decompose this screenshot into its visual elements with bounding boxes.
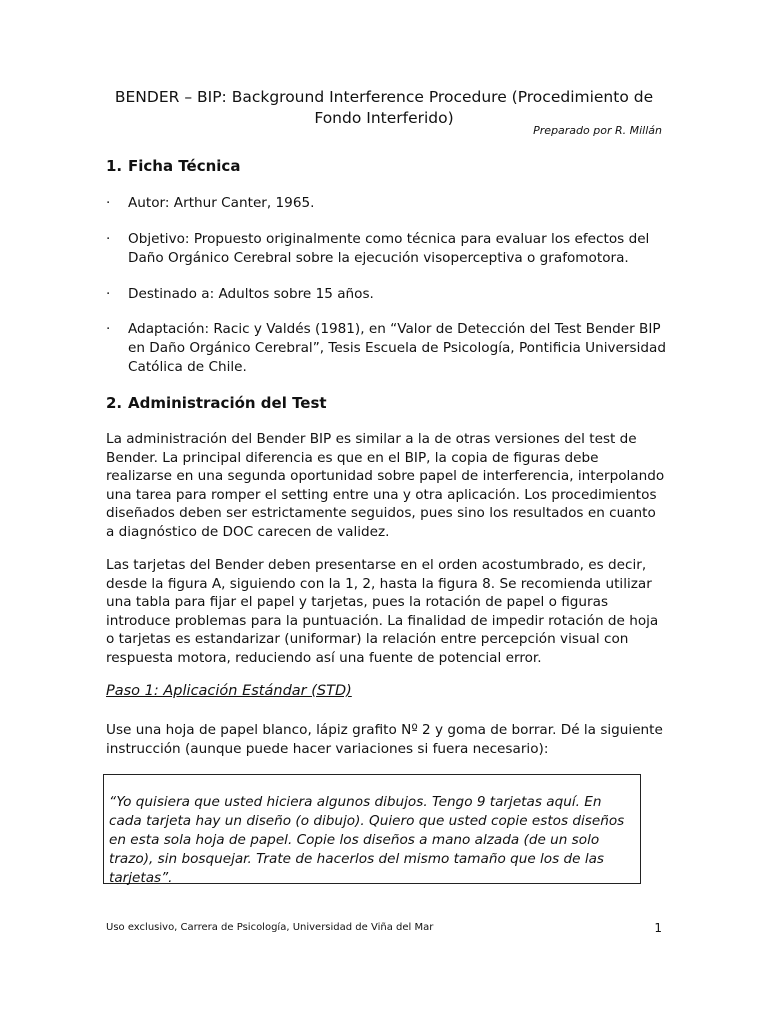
bullet-symbol: · [106, 321, 111, 337]
title-line-1: BENDER – BIP: Background Interference Procedure (Procedimiento de [114, 88, 654, 106]
bullet-text: Destinado a: Adultos sobre 15 años. [128, 286, 374, 302]
section-1-heading [106, 157, 240, 175]
step-1-title: Paso 1: Aplicación Estándar (STD) [106, 683, 352, 699]
bullet-text: Adaptación: Racic y Valdés (1981), en “Valor de Detección del Test Bender BIP en Daño Orgánico Cerebral”, Tesis Escuela de Psicología, Pontificia Universidad Católica de Chile. [128, 321, 666, 375]
section-2-number: 2. [106, 394, 123, 412]
bullet-text: Objetivo: Propuesto originalmente como técnica para evaluar los efectos del Daño Orgánico Cerebral sobre la ejecución visoperceptiva o grafomotora. [128, 231, 650, 266]
bullet-adaptacion [106, 320, 666, 377]
bullet-symbol: · [106, 286, 111, 302]
section-2-heading [106, 394, 327, 412]
instruction-quote-text: “Yo quisiera que usted hiciera algunos dibujos. Tengo 9 tarjetas aquí. En cada tarjeta hay un diseño (o dibujo). Quiero que usted copie estos diseños en esta sola hoja de papel. Copie los diseños a mano alzada (de un solo trazo), sin bosquejar. Trate de hacerlos del mismo tamaño que los de las tarjetas”. [109, 794, 625, 886]
title-line-2: Fondo Interferido) [314, 109, 454, 127]
bullet-autor [106, 194, 666, 213]
instruction-quote-box [103, 774, 641, 884]
section-1-number: 1. [106, 157, 123, 175]
bullet-symbol: · [106, 231, 111, 247]
bullet-text: Autor: Arthur Canter, 1965. [128, 195, 315, 211]
document-title [104, 87, 664, 129]
bullet-objetivo [106, 230, 666, 268]
paragraph-administracion: La administración del Bender BIP es similar a la de otras versiones del test de Bender. La principal diferencia es que en el BIP, la copia de figuras debe realizarse en una segunda oportunidad sobre papel de interferencia, interpolando una tarea para romper el setting entre una y otra aplicación. Los procedimientos diseñados deben ser estrictamente seguidos, pues sino los resultados en cuanto a diagnóstico de DOC carecen de validez. [106, 431, 665, 540]
bullet-destinado [106, 285, 666, 304]
step-1-instructions: Use una hoja de papel blanco, lápiz grafito Nº 2 y goma de borrar. Dé la siguiente instrucción (aunque puede hacer variaciones si fuera necesario): [106, 722, 663, 757]
section-2-title: Administración del Test [128, 394, 327, 412]
paragraph-tarjetas: Las tarjetas del Bender deben presentarse en el orden acostumbrado, es decir, desde la figura A, siguiendo con la 1, 2, hasta la figura 8. Se recomienda utilizar una tabla para fijar el papel y tarjetas, pues la rotación de papel o figuras introduce problemas para la puntuación. La finalidad de impedir rotación de hoja o tarjetas es estandarizar (uniformar) la relación entre percepción visual con respuesta motora, reduciendo así una fuente de potencial error. [106, 557, 659, 666]
section-1-title: Ficha Técnica [128, 157, 241, 175]
prepared-by: Preparado por R. Millán [533, 124, 662, 137]
footer-text: Uso exclusivo, Carrera de Psicología, Universidad de Viña del Mar [106, 922, 434, 933]
page-number: 1 [654, 921, 662, 935]
bullet-symbol: · [106, 195, 111, 211]
